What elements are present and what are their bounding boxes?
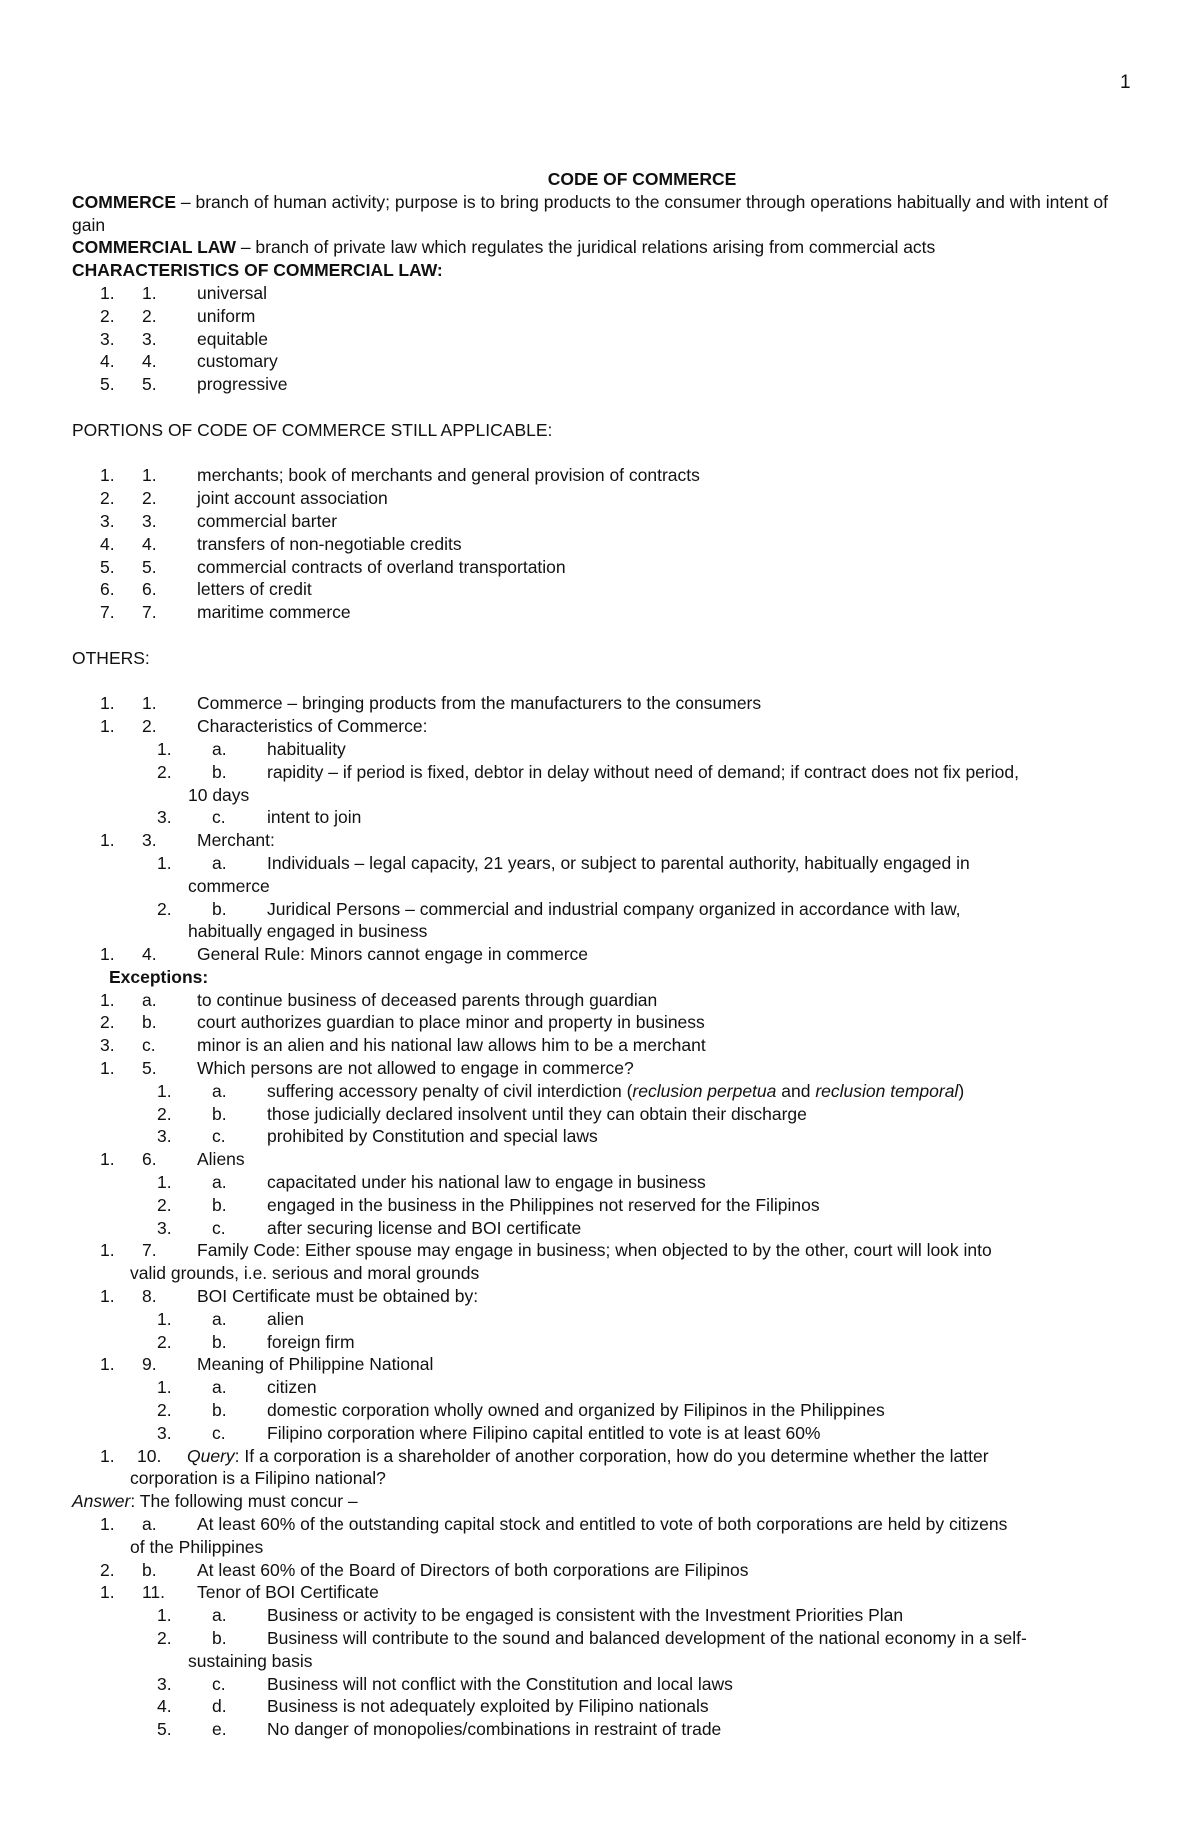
item-sub-number: a. [212,852,227,873]
list-item [72,601,1132,624]
list-item [72,510,1132,533]
item-text [72,373,1132,396]
item-text-main: letters of credit [197,579,312,600]
item-text-main: capacitated under his national law to engage in business [267,1172,706,1193]
list-item [72,1559,1132,1582]
item-number: 1. [100,716,115,737]
spacer [72,442,1132,465]
item-sub-number: 5. [142,556,157,577]
item-number: 1. [100,989,115,1010]
item-text-continuation: corporation is a Filipino national? [130,1468,386,1489]
item-number: 1. [100,1240,115,1261]
item-text-main: universal [197,282,268,303]
item-number: 4. [100,533,115,554]
item-text-main: foreign firm [267,1331,355,1352]
item-text-main: Individuals – legal capacity, 21 years, or subject to parental authority, habitually engaged in [267,852,970,873]
item-number: 5. [100,374,115,395]
item-number: 1. [157,1080,172,1101]
item-text-main: Business is not adequately exploited by Filipino nationals [267,1696,709,1717]
item-number: 3. [100,510,115,531]
item-sub-number: c. [142,1035,156,1056]
list-item [72,373,1132,396]
answer-line [72,1490,1132,1513]
item-text [72,1194,1132,1217]
item-number: 5. [100,556,115,577]
list-item [72,1239,1132,1285]
item-sub-number: 5. [142,374,157,395]
item-sub-number: b. [212,761,227,782]
item-text [72,943,1132,966]
item-text-main: General Rule: Minors cannot engage in commerce [197,944,589,965]
list-item [72,692,1132,715]
list-item [72,852,1132,898]
others-list [72,692,1132,1741]
item-text-main: joint account association [197,488,388,509]
item-text [72,1331,1132,1354]
item-number: 5. [157,1719,172,1740]
item-sub-number: 6. [142,579,157,600]
list-item [72,1217,1132,1240]
item-text-main: to continue business of deceased parents through guardian [197,989,658,1010]
list-item [72,556,1132,579]
item-text [72,510,1132,533]
commerce-definition-text: – branch of human activity; purpose is to bring products to the consumer through operations habitually and with intent of gain [72,191,1108,235]
list-item [72,1034,1132,1057]
item-number: 3. [100,328,115,349]
item-number: 1. [100,944,115,965]
item-number: 3. [100,1035,115,1056]
item-sub-number: 1. [142,693,157,714]
list-item [72,1581,1132,1604]
item-text-main: Tenor of BOI Certificate [197,1582,379,1603]
list-item [72,1194,1132,1217]
item-text-main: Characteristics of Commerce: [197,716,428,737]
item-text-main: suffering accessory penalty of civil interdiction ( [267,1080,633,1101]
item-number: 1. [157,1172,172,1193]
item-text-main: : If a corporation is a shareholder of another corporation, how do you determine whether the latter [234,1445,989,1466]
item-text-main: Which persons are not allowed to engage in commerce? [197,1058,634,1079]
list-item [72,1604,1132,1627]
item-text-main: No danger of monopolies/combinations in restraint of trade [267,1719,722,1740]
item-text [72,1604,1132,1627]
item-number: 1. [100,1286,115,1307]
item-text-main: customary [197,351,278,372]
item-text-main: commercial contracts of overland transportation [197,556,566,577]
item-sub-number: 1. [142,282,157,303]
item-text [72,1627,1132,1650]
item-text [72,1581,1132,1604]
item-number: 1. [100,1149,115,1170]
item-sub-number: c. [212,1217,226,1238]
item-number: 1. [100,693,115,714]
item-text [72,1148,1132,1171]
item-sub-number: 7. [142,1240,157,1261]
item-text [72,282,1132,305]
item-text-main: At least 60% of the outstanding capital stock and entitled to vote of both corporations are held by citizens [197,1514,1008,1535]
item-sub-number: c. [212,807,226,828]
item-sub-number: 6. [142,1149,157,1170]
item-sub-number: 4. [142,351,157,372]
list-item [72,1422,1132,1445]
item-number: 3. [157,1126,172,1147]
item-text [72,1125,1132,1148]
item-text-main: rapidity – if period is fixed, debtor in delay without need of demand; if contract does not fix period, [267,761,1019,782]
item-number: 4. [100,351,115,372]
list-item [72,1399,1132,1422]
item-number: 2. [157,1628,172,1648]
item-sub-number: c. [212,1126,226,1147]
item-text-main: Business will not conflict with the Constitution and local laws [267,1673,733,1694]
item-text [72,1080,1132,1103]
item-number: 2. [100,1559,115,1580]
commercial-law-term: COMMERCIAL LAW [72,237,236,258]
item-sub-number: c. [212,1422,226,1443]
spacer [72,670,1132,693]
item-text [72,1034,1132,1057]
item-text-main: Commerce – bringing products from the manufacturers to the consumers [197,693,762,714]
item-text-main: alien [267,1308,304,1329]
item-number: 1. [157,738,172,759]
item-text [72,1217,1132,1240]
item-sub-number: 10. [137,1445,162,1466]
item-text-main: Business will contribute to the sound and balanced development of the national economy in a self- [267,1628,1027,1648]
list-item [72,806,1132,829]
list-item [72,1513,1132,1559]
item-number: 1. [100,830,115,851]
commerce-definition [72,191,1132,237]
item-text-continuation: of the Philippines [130,1536,264,1557]
item-sub-number: 3. [142,328,157,349]
item-number: 1. [100,1445,115,1466]
item-number: 1. [100,1582,115,1603]
item-text [72,715,1132,738]
item-text [72,738,1132,761]
document-body [72,168,1132,1741]
item-sub-number: 8. [142,1286,157,1307]
item-text-main: minor is an alien and his national law allows him to be a merchant [197,1035,706,1056]
portions-heading: PORTIONS OF CODE OF COMMERCE STILL APPLICABLE: [72,419,553,440]
item-number: 1. [100,1058,115,1079]
item-text [72,1422,1132,1445]
list-item [72,533,1132,556]
item-text-main: uniform [197,305,256,326]
item-text-main: habituality [267,738,346,759]
query-label: Query [187,1445,235,1466]
item-text [72,806,1132,829]
item-sub-number: b. [212,1628,227,1648]
italic-term: reclusion temporal [815,1080,959,1101]
item-text [72,761,1132,784]
item-number: 2. [100,488,115,509]
list-item [72,1011,1132,1034]
item-text [72,1399,1132,1422]
item-text-main: citizen [267,1377,317,1398]
item-number: 2. [157,1400,172,1421]
item-text [72,1695,1132,1718]
item-text [72,829,1132,852]
item-text [72,1308,1132,1331]
item-text [72,1103,1132,1126]
item-text [72,1011,1132,1034]
item-text-main: Filipino corporation where Filipino capital entitled to vote is at least 60% [267,1422,821,1443]
item-text [72,1376,1132,1399]
item-text-mid: and [776,1080,816,1101]
item-number: 2. [157,1103,172,1124]
item-sub-number: b. [212,1103,227,1124]
item-text-main: intent to join [267,807,362,828]
item-sub-number: b. [212,1400,227,1421]
list-item [72,282,1132,305]
list-item [72,305,1132,328]
list-item [72,1695,1132,1718]
list-item [72,1376,1132,1399]
item-sub-number: a. [212,1172,227,1193]
item-sub-number: b. [142,1012,157,1033]
list-item [72,1627,1132,1673]
item-text [72,1559,1132,1582]
answer-text: : The following must concur – [130,1491,358,1512]
item-text-main: equitable [197,328,269,349]
item-sub-number: b. [212,1331,227,1352]
item-number: 1. [157,1308,172,1329]
item-text-main: Meaning of Philippine National [197,1354,434,1375]
item-number: 3. [157,1217,172,1238]
item-text-main: prohibited by Constitution and special laws [267,1126,598,1147]
item-text-continuation: habitually engaged in business [188,921,428,942]
item-text [72,578,1132,601]
item-sub-number: a. [142,1514,157,1535]
item-text-main: progressive [197,374,288,395]
answer-label: Answer [72,1491,131,1512]
others-heading: OTHERS: [72,647,150,668]
commerce-term: COMMERCE [72,191,177,212]
item-text-main: BOI Certificate must be obtained by: [197,1286,479,1307]
item-text [72,328,1132,351]
item-number: 1. [157,1605,172,1626]
item-text-continuation: sustaining basis [188,1650,313,1671]
item-text [72,1673,1132,1696]
item-sub-number: 4. [142,533,157,554]
item-text [72,898,1132,921]
item-text [72,852,1132,875]
list-item [72,464,1132,487]
list-item [72,943,1132,966]
item-text [72,305,1132,328]
list-item [72,1103,1132,1126]
list-item [72,898,1132,944]
item-text-main: Aliens [197,1149,245,1170]
item-number: 2. [157,898,172,919]
list-item [72,328,1132,351]
item-text [72,1285,1132,1308]
item-sub-number: 3. [142,830,157,851]
characteristics-heading: CHARACTERISTICS OF COMMERCIAL LAW: [72,260,443,281]
item-number: 2. [157,1194,172,1215]
item-number: 2. [100,305,115,326]
item-text-main: At least 60% of the Board of Directors of both corporations are Filipinos [197,1559,749,1580]
item-number: 6. [100,579,115,600]
list-item [72,738,1132,761]
list-item [72,578,1132,601]
item-sub-number: d. [212,1696,227,1717]
item-text-main: after securing license and BOI certificate [267,1217,582,1238]
item-text-main: transfers of non-negotiable credits [197,533,462,554]
item-text [72,1445,1132,1468]
list-item [72,1148,1132,1171]
item-sub-number: a. [212,738,227,759]
list-item [72,1080,1132,1103]
list-item [72,1445,1132,1491]
item-sub-number: a. [212,1308,227,1329]
item-sub-number: b. [212,898,227,919]
list-item [72,715,1132,738]
list-item [72,1285,1132,1308]
list-item [72,829,1132,852]
item-text [72,487,1132,510]
item-sub-number: b. [212,1194,227,1215]
item-text-continuation: 10 days [188,784,250,805]
item-text-continuation: valid grounds, i.e. serious and moral grounds [130,1263,480,1284]
characteristics-list [72,282,1132,396]
document-title: CODE OF COMMERCE [547,169,737,189]
list-item [72,1718,1132,1741]
item-text-main: commercial barter [197,510,338,531]
list-item [72,487,1132,510]
portions-list [72,464,1132,624]
exceptions-label: Exceptions: [109,966,209,987]
italic-term: reclusion perpetua [632,1080,777,1101]
item-text [72,350,1132,373]
item-text-main: Business or activity to be engaged is consistent with the Investment Priorities Plan [267,1605,904,1626]
page-number: 1 [1120,72,1131,93]
item-sub-number: c. [212,1673,226,1694]
item-number: 2. [157,1331,172,1352]
commercial-law-definition [72,236,1132,259]
item-sub-number: e. [212,1719,227,1740]
item-number: 1. [157,852,172,873]
item-number: 1. [100,1514,115,1535]
item-number: 3. [157,1422,172,1443]
list-item [72,1673,1132,1696]
commercial-law-definition-text: – branch of private law which regulates the juridical relations arising from commercial acts [235,237,936,258]
list-item [72,1353,1132,1376]
item-sub-number: a. [142,989,157,1010]
item-number: 3. [157,1673,172,1694]
item-text-main: Family Code: Either spouse may engage in business; when objected to by the other, court will look into [197,1240,992,1261]
item-text [72,1353,1132,1376]
item-number: 7. [100,602,115,623]
item-text [72,1171,1132,1194]
item-text-main: Merchant: [197,830,275,851]
item-sub-number: b. [142,1559,157,1580]
item-sub-number: 7. [142,602,157,623]
item-number: 1. [100,282,115,303]
item-sub-number: 2. [142,488,157,509]
item-number: 1. [157,1377,172,1398]
item-sub-number: 4. [142,944,157,965]
item-text-main: engaged in the business in the Philippines not reserved for the Filipinos [267,1194,820,1215]
spacer [72,396,1132,419]
item-text-main: court authorizes guardian to place minor and property in business [197,1012,705,1033]
item-sub-number: 3. [142,510,157,531]
item-text [72,1239,1132,1262]
list-item [72,350,1132,373]
spacer [72,624,1132,647]
list-item [72,1057,1132,1080]
item-text [72,989,1132,1012]
item-text-main: domestic corporation wholly owned and organized by Filipinos in the Philippines [267,1400,885,1421]
item-text [72,464,1132,487]
item-number: 3. [157,807,172,828]
item-sub-number: 1. [142,465,157,486]
item-number: 2. [157,761,172,782]
item-text [72,533,1132,556]
item-sub-number: 2. [142,716,157,737]
item-text [72,1057,1132,1080]
item-sub-number: a. [212,1377,227,1398]
item-text-main: maritime commerce [197,602,351,623]
item-text [72,1718,1132,1741]
item-sub-number: 5. [142,1058,157,1079]
item-text-main: Juridical Persons – commercial and industrial company organized in accordance with law, [267,898,961,919]
item-text-main: merchants; book of merchants and general provision of contracts [197,465,700,486]
item-text-main: those judicially declared insolvent until they can obtain their discharge [267,1103,807,1124]
item-text-end: ) [958,1080,965,1101]
item-sub-number: a. [212,1605,227,1626]
list-item [72,1125,1132,1148]
item-sub-number: 2. [142,305,157,326]
list-item [72,989,1132,1012]
item-number: 1. [100,1354,115,1375]
list-item [72,1171,1132,1194]
item-text [72,1513,1132,1536]
item-number: 2. [100,1012,115,1033]
list-item [72,1308,1132,1331]
item-sub-number: a. [212,1080,227,1101]
list-item [72,761,1132,807]
item-sub-number: 9. [142,1354,157,1375]
list-item [72,1331,1132,1354]
item-sub-number: 11. [142,1582,166,1603]
item-text-continuation: commerce [188,875,270,896]
item-text [72,556,1132,579]
item-text [72,692,1132,715]
item-number: 4. [157,1696,172,1717]
item-number: 1. [100,465,115,486]
item-text [72,601,1132,624]
